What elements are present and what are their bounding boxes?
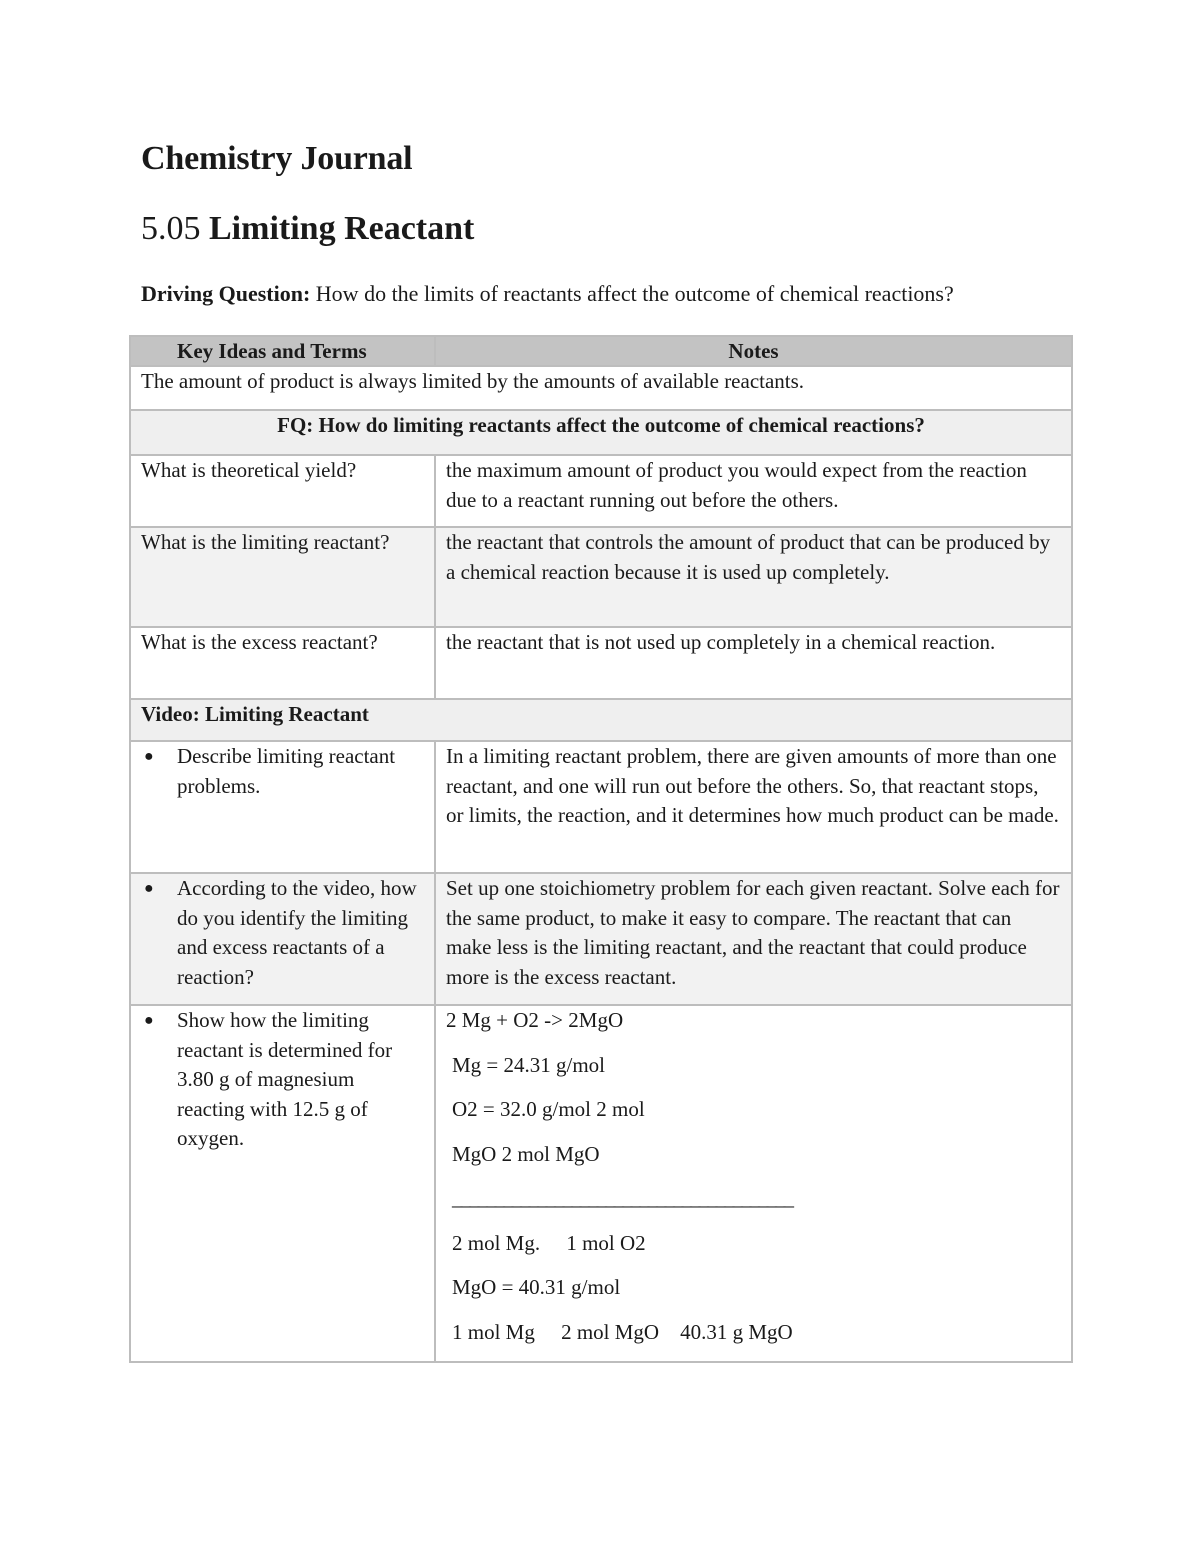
video-question <box>130 873 435 1005</box>
lesson-number: 5.05 <box>141 210 201 247</box>
lesson-heading <box>141 210 474 248</box>
driving-question <box>141 281 954 307</box>
column-header-notes: Notes <box>435 336 1072 366</box>
video-question-text: According to the video, how do you identify the limiting and excess reactants of a reaction? <box>177 876 417 989</box>
table-row <box>130 627 1072 699</box>
work-line: O2 = 32.0 g/mol 2 mol <box>452 1097 645 1121</box>
work-line: MgO = 40.31 g/mol <box>452 1275 621 1299</box>
video-answer: In a limiting reactant problem, there are given amounts of more than one reactant, and one will run out before the others. So, that reactant stops, or limits, the reaction, and it determines how much product can be made. <box>435 741 1072 873</box>
column-header-key-ideas: Key Ideas and Terms <box>130 336 435 366</box>
bullet-icon: ● <box>144 748 154 765</box>
focus-question: FQ: How do limiting reactants affect the outcome of chemical reactions? <box>130 410 1072 455</box>
term-answer: the reactant that is not used up completely in a chemical reaction. <box>435 627 1072 699</box>
work-line: 1 mol Mg 2 mol MgO 40.31 g MgO <box>452 1319 793 1344</box>
work-line: 2 Mg + O2 -> 2MgO <box>446 1008 624 1032</box>
lesson-name: Limiting Reactant <box>209 210 475 247</box>
notes-table <box>129 335 1073 1363</box>
intro-text: The amount of product is always limited by the amounts of available reactants. <box>130 366 1072 410</box>
driving-question-text: How do the limits of reactants affect the outcome of chemical reactions? <box>315 281 954 306</box>
bullet-icon: ● <box>144 1012 154 1029</box>
work-line: Mg = 24.31 g/mol <box>452 1052 606 1077</box>
focus-question-row <box>130 410 1072 455</box>
video-answer: Set up one stoichiometry problem for each given reactant. Solve each for the same product, to make it easy to compare. The reactant that can make less is the limiting reactant, and the reactant that could produce more is the excess reactant. <box>435 873 1072 1005</box>
worked-solution <box>435 1005 1072 1362</box>
video-title: Video: Limiting Reactant <box>130 699 1072 741</box>
work-divider-line: ________________________________________ <box>452 1186 792 1210</box>
driving-question-label: Driving Question: <box>141 281 311 306</box>
table-row <box>130 455 1072 527</box>
bullet-icon: ● <box>144 880 154 897</box>
video-question <box>130 1005 435 1362</box>
video-question-text: Show how the limiting reactant is determined for 3.80 g of magnesium reacting with 12.5 g of oxygen. <box>177 1008 393 1150</box>
term-answer: the reactant that controls the amount of product that can be produced by a chemical reaction because it is used up completely. <box>435 527 1072 627</box>
table-row <box>130 873 1072 1005</box>
term-question: What is the limiting reactant? <box>130 527 435 627</box>
video-question-text: Describe limiting reactant problems. <box>177 744 396 798</box>
term-answer: the maximum amount of product you would expect from the reaction due to a reactant running out before the others. <box>435 455 1072 527</box>
table-row <box>130 741 1072 873</box>
work-line: MgO 2 mol MgO <box>452 1141 600 1166</box>
work-line: 2 mol Mg. 1 mol O2 <box>452 1230 646 1255</box>
intro-row <box>130 366 1072 410</box>
video-question <box>130 741 435 873</box>
video-section-row <box>130 699 1072 741</box>
table-header-row <box>130 336 1072 366</box>
table-row <box>130 1005 1072 1362</box>
table-row <box>130 527 1072 627</box>
journal-title: Chemistry Journal <box>141 140 413 177</box>
term-question: What is theoretical yield? <box>130 455 435 527</box>
term-question: What is the excess reactant? <box>130 627 435 699</box>
